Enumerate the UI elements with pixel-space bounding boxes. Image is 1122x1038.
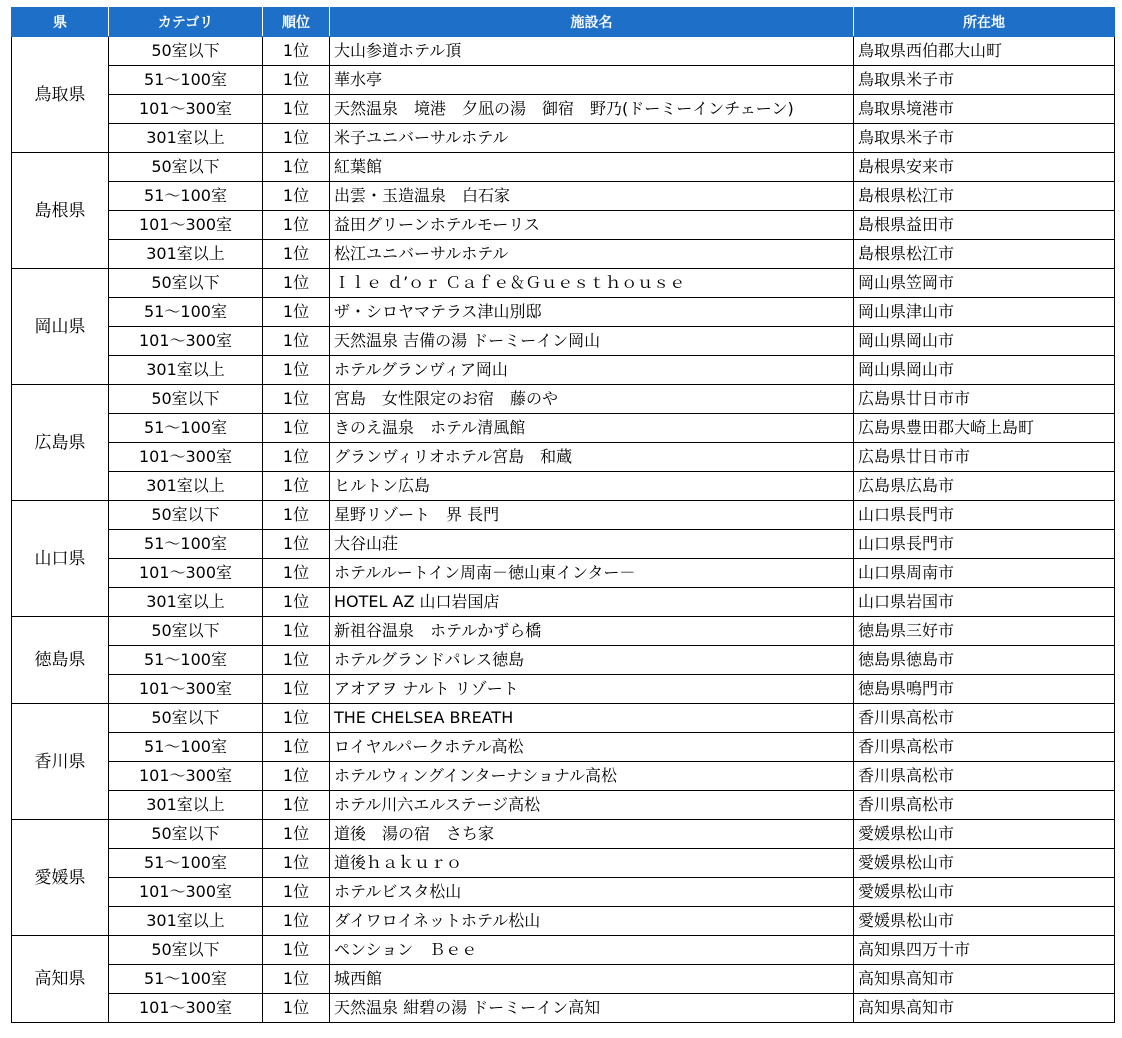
- facility-name-cell: ホテルルートイン周南－徳山東インター－: [330, 559, 854, 588]
- location-cell: 山口県周南市: [854, 559, 1115, 588]
- location-cell: 香川県高松市: [854, 704, 1115, 733]
- table-row: [12, 675, 1115, 704]
- location-cell: 山口県岩国市: [854, 588, 1115, 617]
- table-row: [12, 704, 1115, 733]
- location-cell: 香川県高松市: [854, 791, 1115, 820]
- table-row: [12, 820, 1115, 849]
- category-cell: 50室以下: [109, 501, 263, 530]
- prefecture-cell: 愛媛県: [12, 820, 109, 936]
- table-row: [12, 762, 1115, 791]
- category-cell: 101～300室: [109, 211, 263, 240]
- table-row: [12, 907, 1115, 936]
- category-cell: 51～100室: [109, 646, 263, 675]
- category-cell: 301室以上: [109, 124, 263, 153]
- facility-name-cell: ホテル川六エルステージ高松: [330, 791, 854, 820]
- table-row: [12, 240, 1115, 269]
- table-header: [12, 8, 1115, 37]
- rank-cell: 1位: [263, 298, 330, 327]
- category-cell: 50室以下: [109, 385, 263, 414]
- prefecture-cell: 島根県: [12, 153, 109, 269]
- table-row: [12, 95, 1115, 124]
- facility-name-cell: ホテルグランヴィア岡山: [330, 356, 854, 385]
- category-cell: 101～300室: [109, 443, 263, 472]
- table-row: [12, 588, 1115, 617]
- rank-cell: 1位: [263, 704, 330, 733]
- prefecture-cell: 高知県: [12, 936, 109, 1023]
- category-cell: 51～100室: [109, 414, 263, 443]
- header-category: カテゴリ: [109, 8, 263, 37]
- location-cell: 徳島県徳島市: [854, 646, 1115, 675]
- rank-cell: 1位: [263, 791, 330, 820]
- table-row: [12, 791, 1115, 820]
- location-cell: 岡山県笠岡市: [854, 269, 1115, 298]
- location-cell: 岡山県津山市: [854, 298, 1115, 327]
- facility-name-cell: きのえ温泉 ホテル清風館: [330, 414, 854, 443]
- table-row: [12, 530, 1115, 559]
- location-cell: 島根県松江市: [854, 240, 1115, 269]
- table-row: [12, 182, 1115, 211]
- location-cell: 高知県高知市: [854, 965, 1115, 994]
- header-location: 所在地: [854, 8, 1115, 37]
- ranking-table: [11, 7, 1115, 1023]
- location-cell: 香川県高松市: [854, 733, 1115, 762]
- rank-cell: 1位: [263, 269, 330, 298]
- category-cell: 51～100室: [109, 530, 263, 559]
- rank-cell: 1位: [263, 153, 330, 182]
- facility-name-cell: THE CHELSEA BREATH: [330, 704, 854, 733]
- facility-name-cell: ザ・シロヤマテラス津山別邸: [330, 298, 854, 327]
- facility-name-cell: Ｉｌｅ ｄ’ｏｒ Ｃａｆｅ＆Ｇｕｅｓｔｈｏｕｓｅ: [330, 269, 854, 298]
- category-cell: 50室以下: [109, 820, 263, 849]
- category-cell: 50室以下: [109, 936, 263, 965]
- category-cell: 50室以下: [109, 37, 263, 66]
- facility-name-cell: ペンション Ｂｅｅ: [330, 936, 854, 965]
- facility-name-cell: 天然温泉 境港 夕凪の湯 御宿 野乃(ドーミーインチェーン): [330, 95, 854, 124]
- location-cell: 山口県長門市: [854, 501, 1115, 530]
- table-row: [12, 385, 1115, 414]
- facility-name-cell: グランヴィリオホテル宮島 和蔵: [330, 443, 854, 472]
- facility-name-cell: 松江ユニバーサルホテル: [330, 240, 854, 269]
- category-cell: 301室以上: [109, 240, 263, 269]
- location-cell: 香川県高松市: [854, 762, 1115, 791]
- prefecture-cell: 山口県: [12, 501, 109, 617]
- table-row: [12, 994, 1115, 1023]
- location-cell: 高知県高知市: [854, 994, 1115, 1023]
- table-row: [12, 356, 1115, 385]
- facility-name-cell: HOTEL AZ 山口岩国店: [330, 588, 854, 617]
- category-cell: 51～100室: [109, 965, 263, 994]
- rank-cell: 1位: [263, 936, 330, 965]
- table-row: [12, 501, 1115, 530]
- location-cell: 島根県安来市: [854, 153, 1115, 182]
- facility-name-cell: ホテルウィングインターナショナル高松: [330, 762, 854, 791]
- rank-cell: 1位: [263, 530, 330, 559]
- rank-cell: 1位: [263, 356, 330, 385]
- facility-name-cell: 道後 湯の宿 さち家: [330, 820, 854, 849]
- rank-cell: 1位: [263, 646, 330, 675]
- prefecture-cell: 徳島県: [12, 617, 109, 704]
- rank-cell: 1位: [263, 849, 330, 878]
- facility-name-cell: 城西館: [330, 965, 854, 994]
- rank-cell: 1位: [263, 820, 330, 849]
- location-cell: 鳥取県米子市: [854, 124, 1115, 153]
- rank-cell: 1位: [263, 588, 330, 617]
- facility-name-cell: 宮島 女性限定のお宿 藤のや: [330, 385, 854, 414]
- table-row: [12, 37, 1115, 66]
- category-cell: 101～300室: [109, 878, 263, 907]
- rank-cell: 1位: [263, 501, 330, 530]
- location-cell: 鳥取県境港市: [854, 95, 1115, 124]
- location-cell: 徳島県三好市: [854, 617, 1115, 646]
- facility-name-cell: 天然温泉 紺碧の湯 ドーミーイン高知: [330, 994, 854, 1023]
- rank-cell: 1位: [263, 907, 330, 936]
- table-row: [12, 559, 1115, 588]
- table-row: [12, 472, 1115, 501]
- category-cell: 301室以上: [109, 588, 263, 617]
- table-row: [12, 298, 1115, 327]
- category-cell: 50室以下: [109, 704, 263, 733]
- location-cell: 岡山県岡山市: [854, 356, 1115, 385]
- location-cell: 島根県松江市: [854, 182, 1115, 211]
- location-cell: 愛媛県松山市: [854, 820, 1115, 849]
- location-cell: 高知県四万十市: [854, 936, 1115, 965]
- location-cell: 徳島県鳴門市: [854, 675, 1115, 704]
- table-row: [12, 211, 1115, 240]
- rank-cell: 1位: [263, 182, 330, 211]
- table-row: [12, 327, 1115, 356]
- facility-name-cell: 大山参道ホテル頂: [330, 37, 854, 66]
- facility-name-cell: 新祖谷温泉 ホテルかずら橋: [330, 617, 854, 646]
- category-cell: 51～100室: [109, 298, 263, 327]
- category-cell: 51～100室: [109, 733, 263, 762]
- table-row: [12, 414, 1115, 443]
- table-body: [12, 37, 1115, 1023]
- rank-cell: 1位: [263, 559, 330, 588]
- category-cell: 101～300室: [109, 762, 263, 791]
- header-prefecture: 県: [12, 8, 109, 37]
- rank-cell: 1位: [263, 965, 330, 994]
- location-cell: 山口県長門市: [854, 530, 1115, 559]
- table-row: [12, 153, 1115, 182]
- facility-name-cell: 華水亭: [330, 66, 854, 95]
- category-cell: 101～300室: [109, 559, 263, 588]
- location-cell: 鳥取県米子市: [854, 66, 1115, 95]
- table-row: [12, 646, 1115, 675]
- table-row: [12, 849, 1115, 878]
- facility-name-cell: 大谷山荘: [330, 530, 854, 559]
- category-cell: 50室以下: [109, 617, 263, 646]
- category-cell: 301室以上: [109, 791, 263, 820]
- rank-cell: 1位: [263, 240, 330, 269]
- facility-name-cell: 米子ユニバーサルホテル: [330, 124, 854, 153]
- category-cell: 51～100室: [109, 182, 263, 211]
- facility-name-cell: 天然温泉 吉備の湯 ドーミーイン岡山: [330, 327, 854, 356]
- table-row: [12, 617, 1115, 646]
- rank-cell: 1位: [263, 414, 330, 443]
- header-row: [12, 8, 1115, 37]
- table-row: [12, 443, 1115, 472]
- prefecture-cell: 鳥取県: [12, 37, 109, 153]
- rank-cell: 1位: [263, 472, 330, 501]
- location-cell: 鳥取県西伯郡大山町: [854, 37, 1115, 66]
- facility-name-cell: 道後ｈａｋｕｒｏ: [330, 849, 854, 878]
- header-rank: 順位: [263, 8, 330, 37]
- category-cell: 101～300室: [109, 327, 263, 356]
- category-cell: 50室以下: [109, 269, 263, 298]
- rank-cell: 1位: [263, 327, 330, 356]
- table-row: [12, 965, 1115, 994]
- rank-cell: 1位: [263, 443, 330, 472]
- rank-cell: 1位: [263, 762, 330, 791]
- rank-cell: 1位: [263, 675, 330, 704]
- facility-name-cell: 益田グリーンホテルモーリス: [330, 211, 854, 240]
- rank-cell: 1位: [263, 994, 330, 1023]
- rank-cell: 1位: [263, 37, 330, 66]
- facility-name-cell: ロイヤルパークホテル高松: [330, 733, 854, 762]
- prefecture-cell: 香川県: [12, 704, 109, 820]
- facility-name-cell: ホテルビスタ松山: [330, 878, 854, 907]
- location-cell: 愛媛県松山市: [854, 878, 1115, 907]
- rank-cell: 1位: [263, 124, 330, 153]
- table-row: [12, 936, 1115, 965]
- table-row: [12, 66, 1115, 95]
- category-cell: 101～300室: [109, 95, 263, 124]
- facility-name-cell: 星野リゾート 界 長門: [330, 501, 854, 530]
- location-cell: 愛媛県松山市: [854, 849, 1115, 878]
- rank-cell: 1位: [263, 617, 330, 646]
- location-cell: 岡山県岡山市: [854, 327, 1115, 356]
- table-row: [12, 733, 1115, 762]
- rank-cell: 1位: [263, 211, 330, 240]
- rank-cell: 1位: [263, 95, 330, 124]
- category-cell: 301室以上: [109, 356, 263, 385]
- category-cell: 51～100室: [109, 849, 263, 878]
- location-cell: 島根県益田市: [854, 211, 1115, 240]
- category-cell: 301室以上: [109, 472, 263, 501]
- location-cell: 広島県廿日市市: [854, 385, 1115, 414]
- table-row: [12, 124, 1115, 153]
- facility-name-cell: ヒルトン広島: [330, 472, 854, 501]
- rank-cell: 1位: [263, 385, 330, 414]
- table-row: [12, 878, 1115, 907]
- location-cell: 愛媛県松山市: [854, 907, 1115, 936]
- rank-cell: 1位: [263, 878, 330, 907]
- category-cell: 101～300室: [109, 675, 263, 704]
- facility-name-cell: アオアヲ ナルト リゾート: [330, 675, 854, 704]
- category-cell: 301室以上: [109, 907, 263, 936]
- header-facility: 施設名: [330, 8, 854, 37]
- prefecture-cell: 岡山県: [12, 269, 109, 385]
- location-cell: 広島県広島市: [854, 472, 1115, 501]
- category-cell: 50室以下: [109, 153, 263, 182]
- table-row: [12, 269, 1115, 298]
- location-cell: 広島県豊田郡大崎上島町: [854, 414, 1115, 443]
- prefecture-cell: 広島県: [12, 385, 109, 501]
- facility-name-cell: 出雲・玉造温泉 白石家: [330, 182, 854, 211]
- facility-name-cell: ダイワロイネットホテル松山: [330, 907, 854, 936]
- facility-name-cell: ホテルグランドパレス徳島: [330, 646, 854, 675]
- rank-cell: 1位: [263, 733, 330, 762]
- category-cell: 51～100室: [109, 66, 263, 95]
- category-cell: 101～300室: [109, 994, 263, 1023]
- facility-name-cell: 紅葉館: [330, 153, 854, 182]
- location-cell: 広島県廿日市市: [854, 443, 1115, 472]
- rank-cell: 1位: [263, 66, 330, 95]
